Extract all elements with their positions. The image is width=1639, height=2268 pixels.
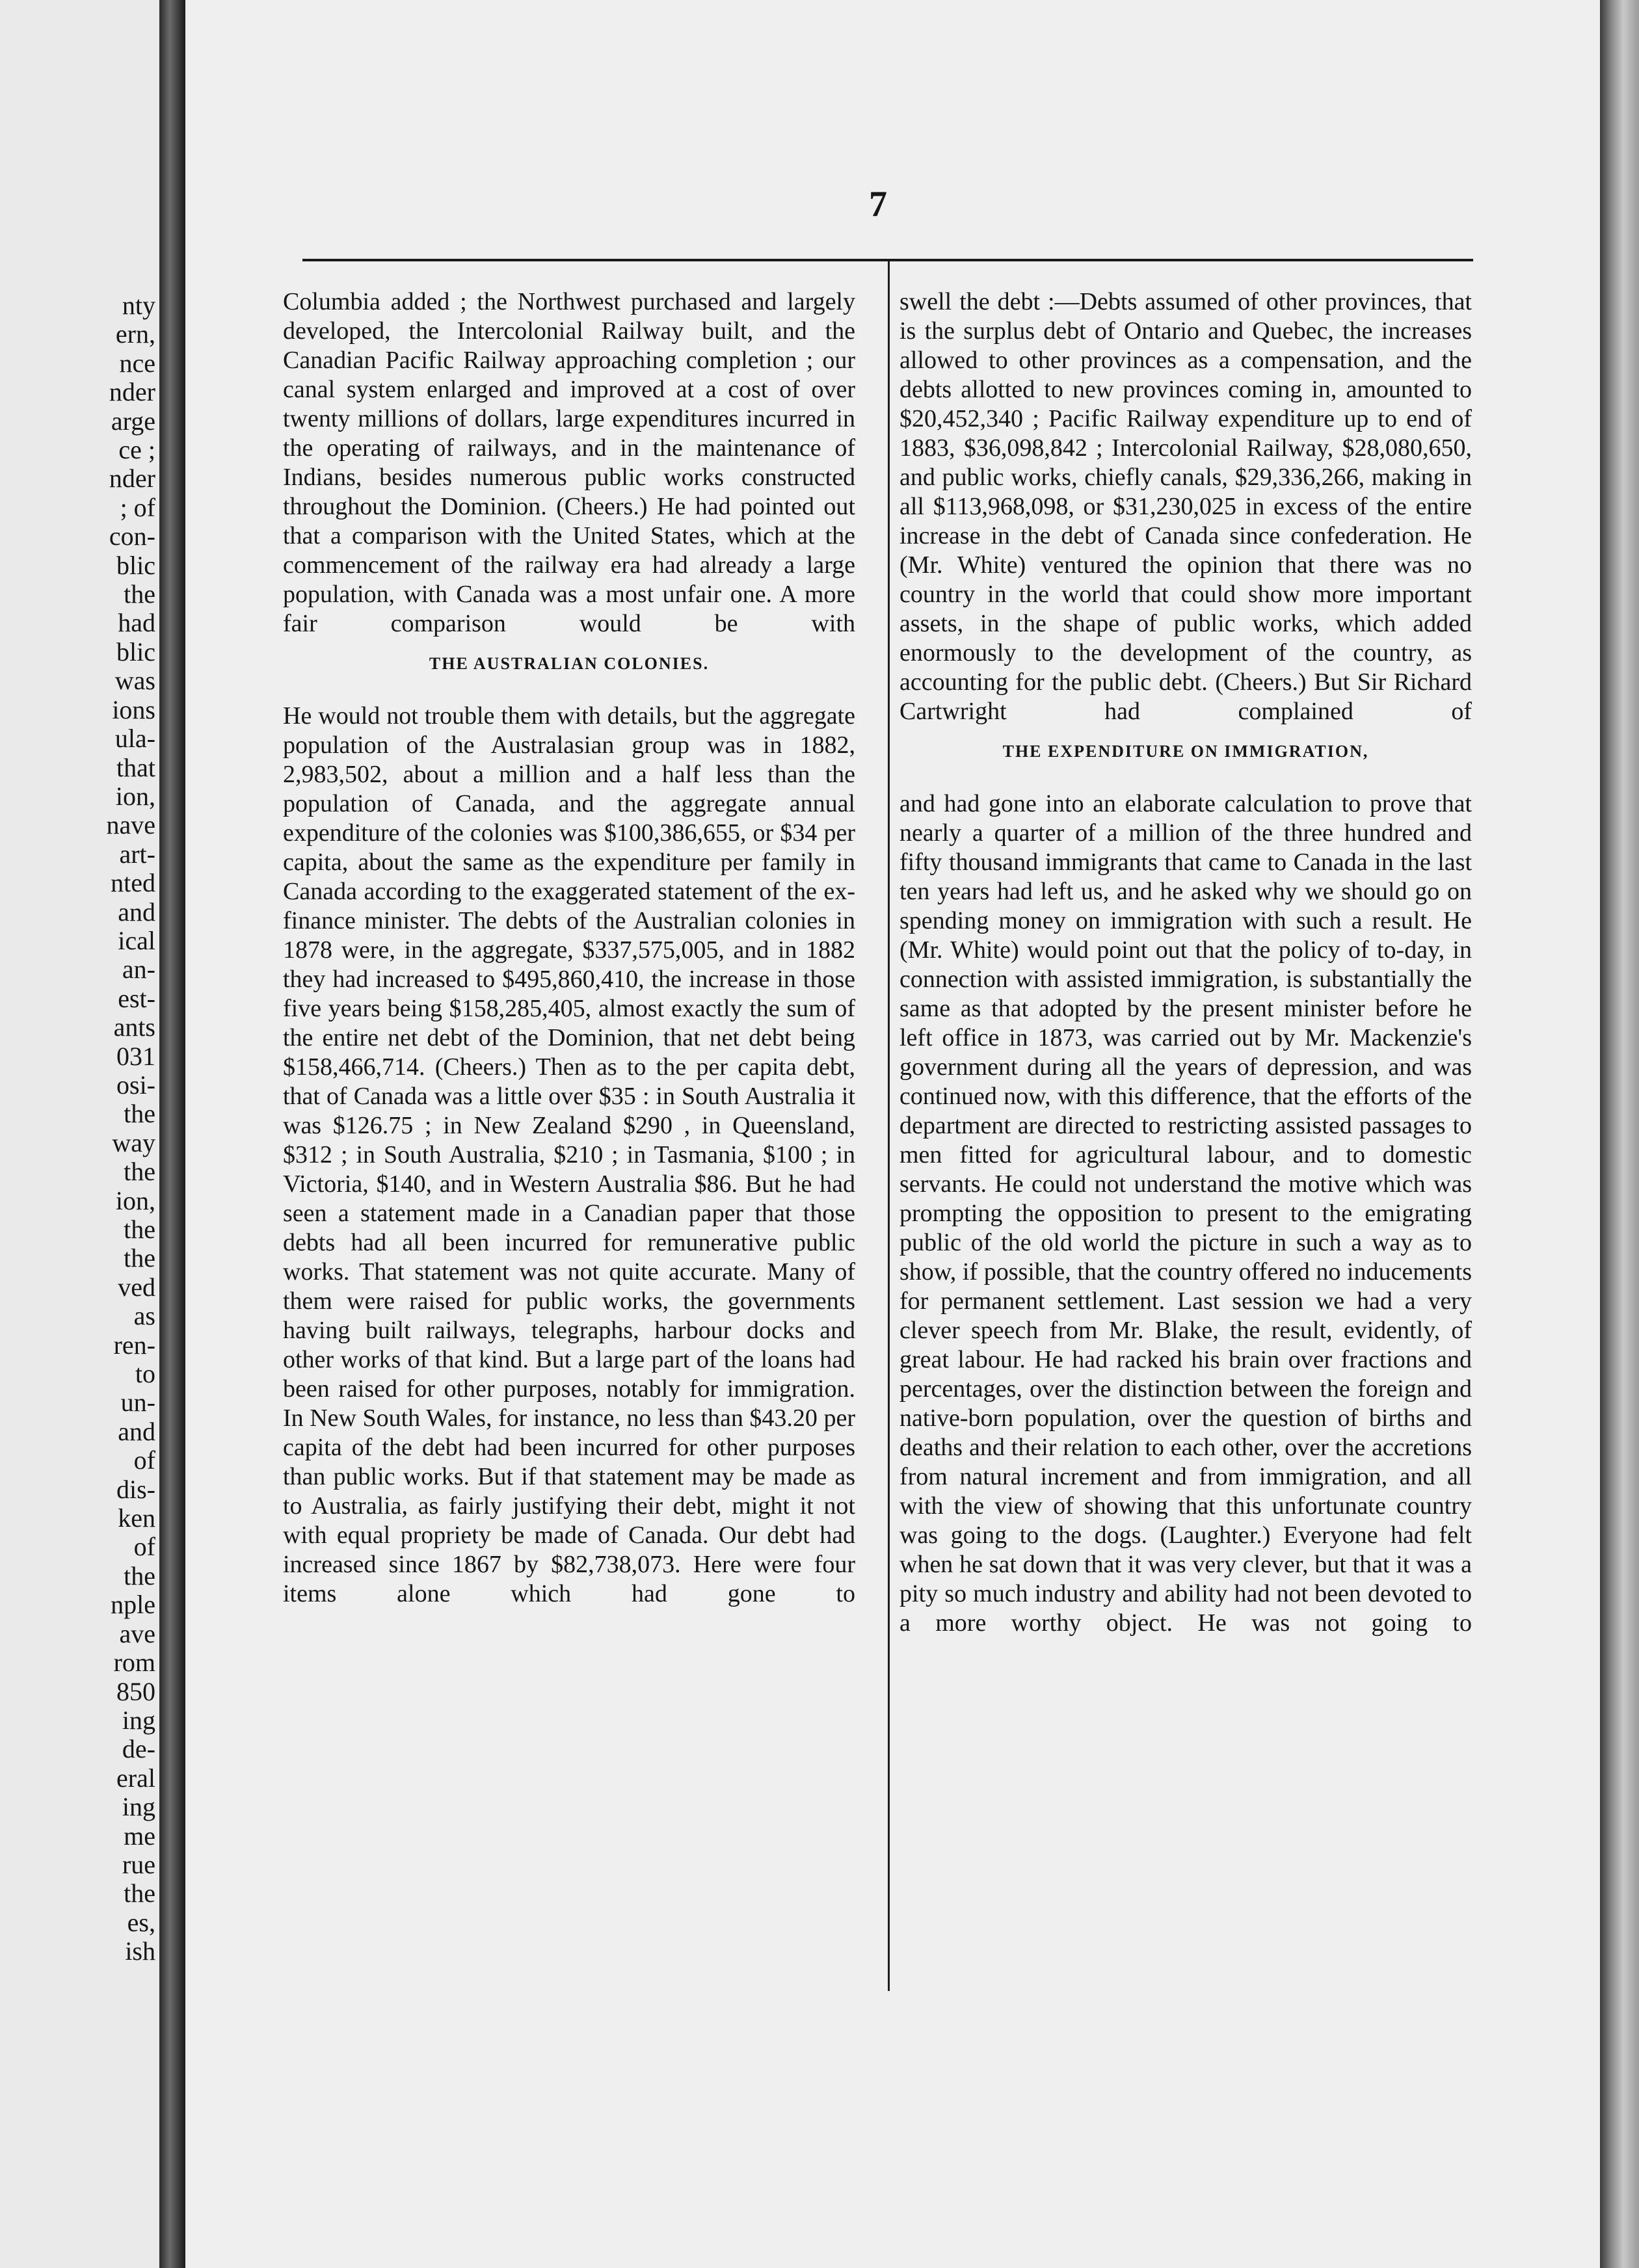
facing-page-line: me xyxy=(124,1821,155,1851)
facing-page-line: nder xyxy=(109,377,155,407)
facing-page-line: nted xyxy=(111,868,155,898)
facing-page-text xyxy=(71,291,155,1966)
facing-page-line: ern, xyxy=(115,319,155,349)
facing-page-line: ants xyxy=(113,1012,155,1042)
facing-page-line: ions xyxy=(112,694,155,724)
facing-page-line: rue xyxy=(122,1849,155,1879)
facing-page-line: blic xyxy=(116,637,155,666)
facing-page-line: ave xyxy=(119,1618,155,1648)
section-heading-immigration: THE EXPENDITURE ON IMMIGRATION, xyxy=(1002,742,1369,761)
facing-page-line: un- xyxy=(120,1388,155,1418)
facing-page-line: ved xyxy=(118,1272,155,1302)
facing-page-line: the xyxy=(124,1157,155,1187)
facing-page-line: blic xyxy=(116,550,155,580)
right-column xyxy=(899,287,1472,1638)
facing-page-line: had xyxy=(118,608,155,638)
facing-page-fragment xyxy=(0,0,159,2268)
book-gutter xyxy=(159,0,185,2268)
right-paragraph-2: and had gone into an elaborate calculation to prove that nearly a quarter of a million of the three hundred and fifty thousand immigrants that came to Canada in the last ten years had left us, and he asked why we should go on spending money on immigration with such a result. He (Mr. White) would point out that the policy of to-day, in connection with assisted immigration, is substantially the same as that adopted by the present minister before he left office in 1873, was carried out by Mr. Mackenzie's government during all the years of depression, and was continued now, with this difference, that the efforts of the department are directed to restricting assisted passages to men fitted for agricultural labour, and to domestic servants. He could not understand the motive which was prompting the opposition to present to the emigrating public of the old world the picture in such a way as to show, if possible, that the country offered no inducements for permanent settlement. Last session we had a very clever speech from Mr. Blake, the result, evidently, of great labour. He had racked his brain over fractions and percentages, over the distinction between the foreign and native-born population, over the question of births and deaths and their relation to each other, over the accretions from natural increment and from immigration, and all with the view of showing that this unfortunate country was going to the dogs. (Laughter.) Everyone had felt when he sat down that it was very clever, but that it was a pity so much industry and ability had not been devoted to a more worthy object. He was not going to xyxy=(899,790,1472,1637)
facing-page-line: ; of xyxy=(120,492,155,522)
facing-page-line: nder xyxy=(109,464,155,494)
facing-page-line: ing xyxy=(122,1705,155,1735)
facing-page-line: ical xyxy=(118,925,155,955)
facing-page-line: as xyxy=(133,1301,155,1331)
column-divider xyxy=(888,261,890,1991)
facing-page-line: the xyxy=(124,1879,155,1908)
facing-page-line: ken xyxy=(118,1503,155,1533)
facing-page-line: de- xyxy=(122,1734,155,1764)
facing-page-line: that xyxy=(116,752,155,782)
facing-page-line: est- xyxy=(118,983,155,1013)
facing-page-line: ing xyxy=(122,1792,155,1822)
facing-page-line: the xyxy=(124,1243,155,1273)
facing-page-line: 850 xyxy=(116,1676,155,1706)
facing-page-line: ish xyxy=(125,1936,155,1966)
facing-page-line: 031 xyxy=(116,1041,155,1071)
facing-page-line: nty xyxy=(122,291,155,320)
facing-page-line: and xyxy=(118,1416,155,1446)
facing-page-line: the xyxy=(124,1099,155,1129)
facing-page-line: the xyxy=(124,579,155,609)
page-number: 7 xyxy=(869,184,887,224)
facing-page-line: ce ; xyxy=(118,435,155,465)
facing-page-line: and xyxy=(118,897,155,927)
facing-page-line: es, xyxy=(127,1907,155,1937)
facing-page-line: art- xyxy=(119,839,155,869)
facing-page-line: dis- xyxy=(116,1474,155,1504)
facing-page-line: nple xyxy=(111,1590,155,1620)
facing-page-line: to xyxy=(135,1359,155,1389)
facing-page-line: ion, xyxy=(115,1185,155,1215)
left-column xyxy=(283,287,855,1609)
facing-page-line: way xyxy=(112,1127,155,1157)
facing-page-line: con- xyxy=(109,521,155,551)
section-heading-australian-colonies: THE AUSTRALIAN COLONIES. xyxy=(429,654,710,673)
facing-page-line: eral xyxy=(116,1763,155,1793)
left-paragraph-2: He would not trouble them with details, but the aggregate population of the Australasian group was in 1882, 2,983,502, about a million and a half less than the population of Canada, and the aggregate annual expenditure of the colonies was $100,386,655, or $34 per capita, about the same as the expenditure per family in Canada according to the exaggerated statement of the ex-finance minister. The debts of the Australian colonies in 1878 were, in the aggregate, $337,575,005, and in 1882 they had increased to $495,860,410, the increase in those five years being $158,285,405, almost exactly the sum of the entire net debt of the Dominion, that net debt being $158,466,714. (Cheers.) Then as to the per capita debt, that of Canada was a little over $35 : in South Australia it was $126.75 ; in New Zealand $290 , in Queensland, $312 ; in South Australia, $210 ; in Tasmania, $100 ; in Victoria, $140, and in Western Australia $86. But he had seen a statement made in a Canadian paper that those debts had all been incurred for remunerative public works. That statement was not quite accurate. Many of them were raised for public works, the governments having built railways, telegraphs, harbour docks and other works of that kind. But a large part of the loans had been raised for other purposes, notably for immigration. In New South Wales, for instance, no less than $43.20 per capita of the debt had been incurred for other purposes than public works. But if that statement may be made as to Australia, as fairly justifying their debt, might it not with equal propriety be made of Canada. Our debt had increased since 1867 by $82,738,073. Here were four items alone which had gone to xyxy=(283,702,855,1607)
facing-page-line: ren- xyxy=(113,1330,155,1360)
facing-page-line: the xyxy=(124,1215,155,1244)
facing-page-line: ion, xyxy=(115,781,155,811)
facing-page-line: an- xyxy=(122,955,155,984)
facing-page-line: the xyxy=(124,1561,155,1590)
right-paragraph-1: swell the debt :—Debts assumed of other provinces, that is the surplus debt of Ontario and Quebec, the increases allowed to other provinces as a compensation, and the debts allotted to new provinces coming in, amounted to $20,452,340 ; Pacific Railway expenditure up to end of 1883, $36,098,842 ; Intercolonial Railway, $28,080,650, and public works, chiefly canals, $29,336,266, making in all $113,968,098, or $31,230,025 in excess of the entire increase in the debt of Canada since confederation. He (Mr. White) ventured the opinion that there was no country in the world that could show more important assets, in the shape of public works, which added enormously to the development of the country, as accounting for the public debt. (Cheers.) But Sir Richard Cartwright had complained of xyxy=(899,288,1472,725)
page-edge xyxy=(1600,0,1639,2268)
facing-page-line: rom xyxy=(113,1648,155,1678)
facing-page-line: was xyxy=(114,666,155,696)
facing-page-line: of xyxy=(133,1532,155,1562)
facing-page-line: ula- xyxy=(114,724,155,754)
facing-page-line: nave xyxy=(106,810,155,840)
left-paragraph-1: Columbia added ; the Northwest purchased and largely developed, the Intercolonial Railway built, and the Canadian Pacific Railway approaching completion ; our canal system enlarged and improved at a cost of over twenty millions of dollars, large expenditures incurred in the operating of railways, and in the maintenance of Indians, besides numerous public works constructed throughout the Dominion. (Cheers.) He had pointed out that a comparison with the United States, which at the commencement of the railway era had already a large population, with Canada was a most unfair one. A more fair comparison would be with xyxy=(283,288,855,637)
facing-page-line: osi- xyxy=(116,1070,155,1100)
facing-page-line: arge xyxy=(111,406,155,436)
facing-page-line: nce xyxy=(119,348,155,378)
facing-page-line: of xyxy=(133,1445,155,1475)
